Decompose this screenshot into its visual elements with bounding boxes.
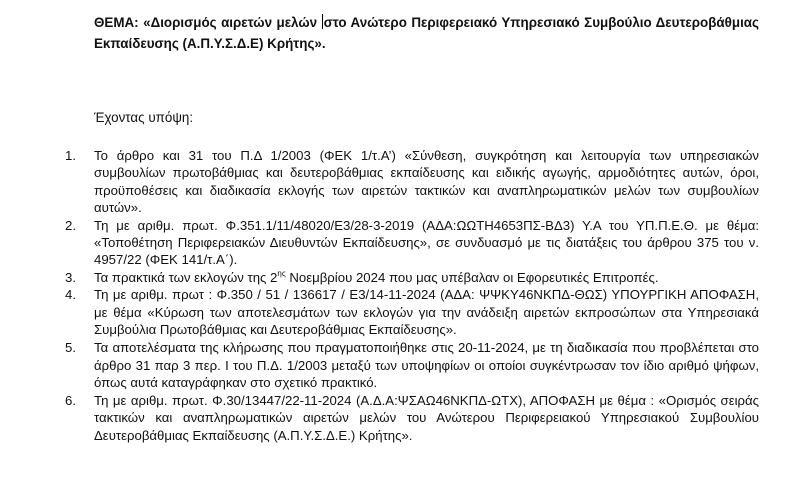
list-item	[65, 339, 765, 391]
list-item-text	[94, 269, 759, 286]
subject-text-part2: στο Ανώτερο Περιφερειακό Υπηρεσιακό Συμβούλιο Δευτεροβάθμιας Εκπαίδευσης (Α.Π.Υ.Σ.Δ.Ε) Κρήτης».	[94, 15, 759, 51]
list-item-number: 6.	[65, 392, 76, 408]
list-item-text: Τα αποτελέσματα της κλήρωσης που πραγματοποιήθηκε στις 20-11-2024, με τη διαδικασία που προβλέπεται στο άρθρο 31 παρ 3 περ. Ι του Π.Δ. 1/2003 μεταξύ των υποψηφίων οι οποίοι συγκέντρωσαν τον ίδιο αριθμό ψήφων, όπως αυτά καταγράφηκαν στο σχετικό πρακτικό.	[94, 340, 759, 391]
list-item-text-after: Νοεμβρίου 2024 που μας υπέβαλαν οι Εφορευτικές Επιτροπές.	[285, 269, 659, 285]
list-item	[65, 147, 765, 217]
list-item	[65, 269, 765, 286]
list-item-text: Τη με αριθμ. πρωτ. Φ.351.1/11/48020/Ε3/28-3-2019 (ΑΔΑ:ΩΩΤΗ4653ΠΣ-ΒΔ3) Υ.Α του ΥΠ.Π.Ε.Θ. με θέμα: «Τοποθέτηση Περιφερειακών Διευθυντών Εκπαίδευσης», σε συνδυασμό με τις διατάξεις του άρθρου 375 του ν. 4957/22 (ΦΕΚ 141/τ.Α΄).	[94, 217, 759, 268]
list-item-text: Το άρθρο και 31 του Π.Δ 1/2003 (ΦΕΚ 1/τ.Α’) «Σύνθεση, συγκρότηση και λειτουργία των υπηρεσιακών συμβουλίων πρωτοβάθμιας και δευτεροβάθμιας εκπαίδευσης και ειδικής αγωγής, αρμοδιότητες αυτών, όροι, προϋποθέσεις και διαδικασία εκλογής των αιρετών τακτικών και αναπληρωματικών μελών των συμβουλίων αυτών».	[94, 148, 759, 216]
list-item-text: Τη με αριθμ. πρωτ. Φ.30/13447/22-11-2024 (Α.Δ.Α:ΨΣΑΩ46ΝΚΠΔ-ΩΤΧ), ΑΠΟΦΑΣΗ με θέμα : «Ορισμός σειράς τακτικών και αναπληρωματικών αιρετών μελών του Ανώτερου Περιφερειακού Υπηρεσιακού Συμβουλίου Δευτεροβάθμιας Εκπαίδευσης (Α.Π.Υ.Σ.Δ.Ε.) Κρήτης».	[94, 392, 759, 443]
list-item-number: 1.	[65, 148, 76, 163]
list-item	[65, 286, 765, 338]
list-item	[65, 217, 765, 269]
list-item-text: Τη με αριθμ. πρωτ : Φ.350 / 51 / 136617 / Ε3/14-11-2024 (ΑΔΑ: ΨΨΚΥ46ΝΚΠΔ-ΘΩΣ) ΥΠΟΥΡΓΙΚΗ ΑΠΟΦΑΣΗ, με θέμα «Κύρωση των αποτελεσμάτων των εκλογών για την ανάδειξη αιρετών εκπροσώπων στα Υπηρεσιακά Συμβούλια Πρωτοβάθμιας και Δευτεροβάθμιας Εκπαίδευσης».	[94, 287, 759, 338]
ordinal-suffix: ης	[277, 268, 286, 278]
subject-heading	[94, 12, 759, 54]
text-cursor	[322, 14, 323, 29]
list-item-number: 5.	[65, 340, 76, 356]
list-item-text-before: Τα πρακτικά των εκλογών της 2	[94, 269, 278, 285]
subject-text-part1: ΘΕΜΑ: «Διορισμός αιρετών μελών	[94, 15, 322, 30]
list-item	[65, 392, 765, 444]
list-item-number: 2.	[65, 217, 76, 233]
list-item-number: 4.	[65, 287, 76, 303]
intro-text: Έχοντας υπόψη:	[94, 110, 194, 125]
considerations-list	[65, 147, 765, 444]
list-item-number: 3.	[65, 269, 76, 285]
